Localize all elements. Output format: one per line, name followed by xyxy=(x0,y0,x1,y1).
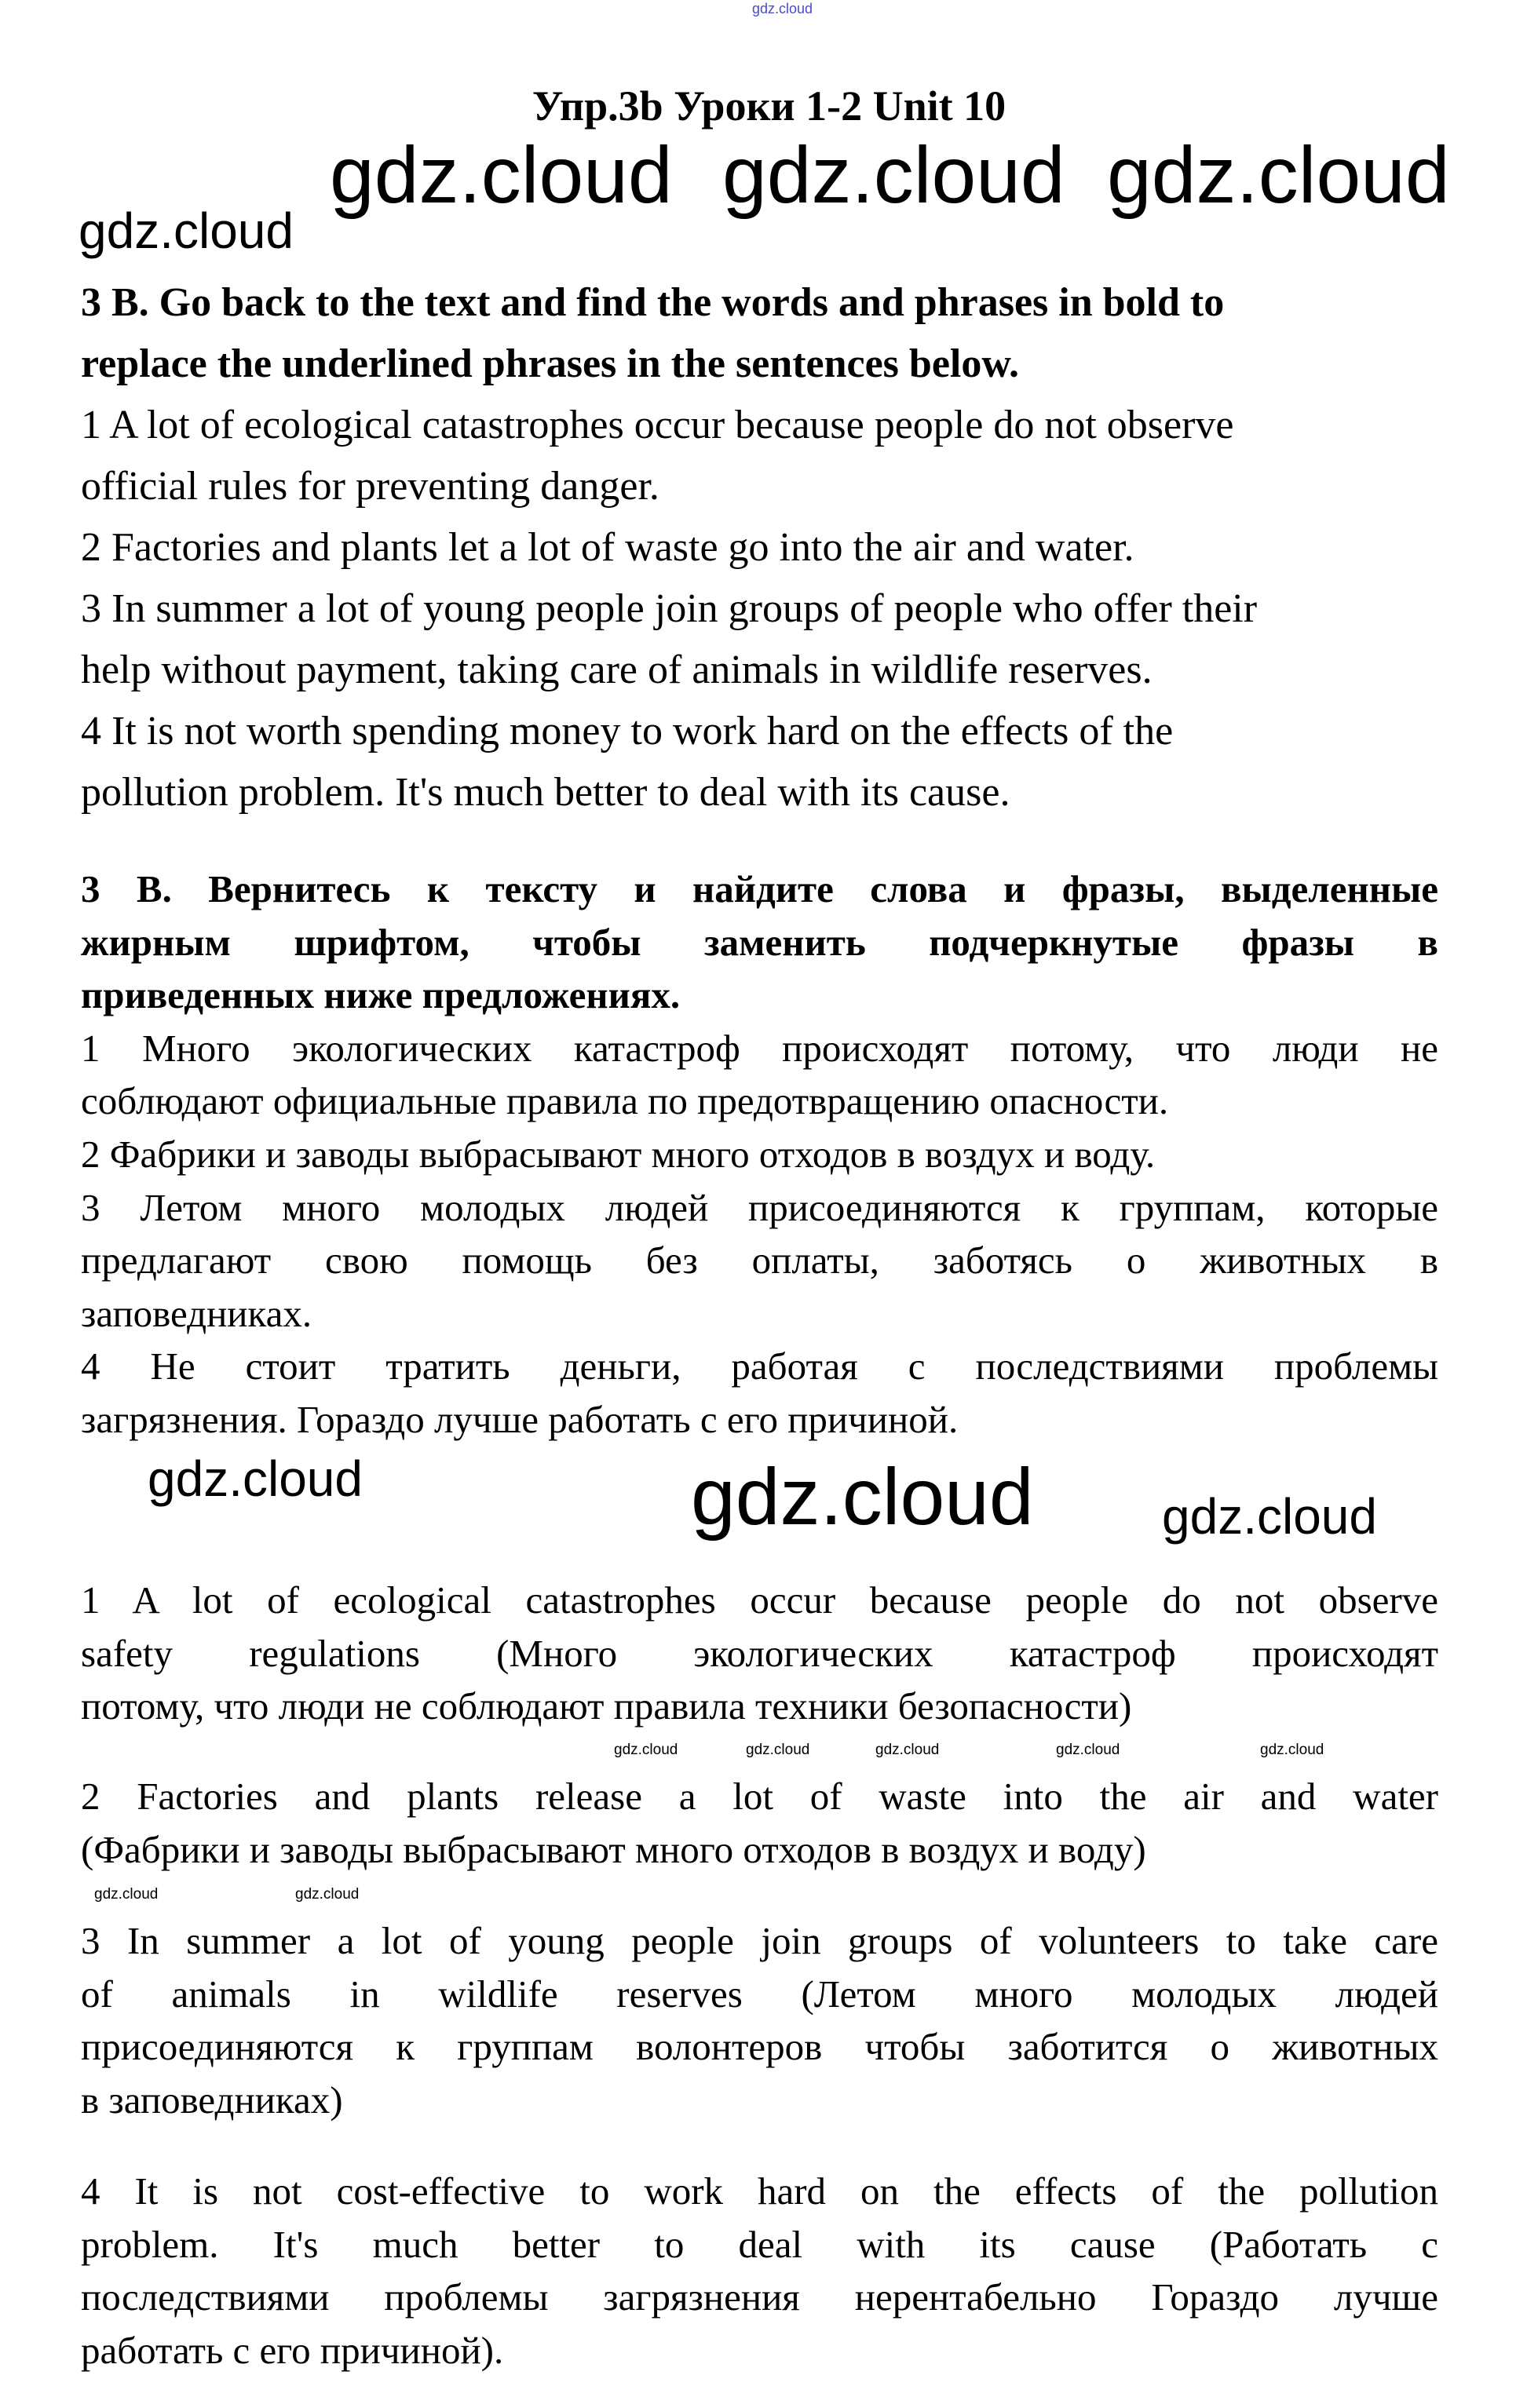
watermark: gdz.cloud xyxy=(1260,1742,1324,1758)
sentence-line: предлагают свою помощь без оплаты, заботясь о животных в xyxy=(81,1239,1438,1282)
answer-line: problem. It's much better to deal with its cause (Работать с xyxy=(81,2222,1438,2266)
watermark-top[interactable]: gdz.cloud xyxy=(752,1,813,16)
answer-line: потому, что люди не соблюдают правила техники безопасности) xyxy=(81,1684,1132,1728)
task-heading-line: 3 B. Вернитесь к тексту и найдите слова и фразы, выделенные xyxy=(81,867,1438,910)
sentence-line: 3 In summer a lot of young people join groups of people who offer their xyxy=(81,586,1258,631)
answer-4 xyxy=(81,2165,1438,2377)
sentence-line: 2 Factories and plants let a lot of waste go into the air and water. xyxy=(81,525,1134,570)
task-english xyxy=(81,272,1438,823)
answer-line: работать с его причиной). xyxy=(81,2328,504,2372)
watermark: gdz.cloud xyxy=(94,1886,159,1903)
sentence-line: 4 It is not worth spending money to work hard on the effects of the xyxy=(81,709,1174,753)
answer-line: 1 A lot of ecological catastrophes occur because people do not observe xyxy=(81,1578,1438,1622)
page-title: Упр.3b Уроки 1-2 Unit 10 xyxy=(532,82,1006,130)
answer-line: 4 It is not cost-effective to work hard on the effects of the pollution xyxy=(81,2169,1438,2213)
task-heading-line: replace the underlined phrases in the sentences below. xyxy=(81,341,1020,386)
sentence-line: 4 Не стоит тратить деньги, работая с последствиями проблемы xyxy=(81,1344,1438,1388)
sentence-line: pollution problem. It's much better to deal with its cause. xyxy=(81,770,1010,815)
watermark: gdz.cloud xyxy=(614,1742,678,1758)
watermark: gdz.cloud xyxy=(148,1450,363,1507)
answer-line: of animals in wildlife reserves (Летом много молодых людей xyxy=(81,1972,1438,2016)
answer-line: последствиями проблемы загрязнения нерентабельно Гораздо лучше xyxy=(81,2275,1438,2319)
watermark: gdz.cloud xyxy=(1056,1742,1120,1758)
answer-1 xyxy=(81,1574,1438,1733)
watermark: gdz.cloud xyxy=(1107,130,1450,220)
sentence-line: 2 Фабрики и заводы выбрасывают много отходов в воздух и воду. xyxy=(81,1132,1156,1176)
sentence-line: 3 Летом много молодых людей присоединяются к группам, которые xyxy=(81,1185,1438,1229)
sentence-line: 1 Много экологических катастроф происходят потому, что люди не xyxy=(81,1026,1438,1070)
sentence-line: заповедниках. xyxy=(81,1291,312,1335)
answer-line: 2 Factories and plants release a lot of waste into the air and water xyxy=(81,1775,1438,1818)
watermark: gdz.cloud xyxy=(1162,1488,1377,1545)
sentence-line: загрязнения. Гораздо лучше работать с его причиной. xyxy=(81,1397,959,1441)
task-russian xyxy=(81,863,1438,1447)
watermark: gdz.cloud xyxy=(79,202,294,259)
answer-2 xyxy=(81,1770,1438,1876)
sentence-line: 1 A lot of ecological catastrophes occur because people do not observe xyxy=(81,403,1234,447)
watermark: gdz.cloud xyxy=(330,130,673,220)
watermark: gdz.cloud xyxy=(691,1452,1034,1541)
watermark: gdz.cloud xyxy=(295,1886,360,1903)
answer-line: в заповедниках) xyxy=(81,2078,343,2122)
task-heading-line: жирным шрифтом, чтобы заменить подчеркнутые фразы в xyxy=(81,920,1438,964)
sentence-line: соблюдают официальные правила по предотвращению опасности. xyxy=(81,1079,1169,1123)
task-heading-line: 3 B. Go back to the text and find the words and phrases in bold to xyxy=(81,280,1225,325)
answer-3 xyxy=(81,1914,1438,2126)
sentence-line: official rules for preventing danger. xyxy=(81,464,659,509)
watermark: gdz.cloud xyxy=(875,1742,940,1758)
sentence-line: help without payment, taking care of animals in wildlife reserves. xyxy=(81,648,1153,692)
watermark: gdz.cloud xyxy=(746,1742,810,1758)
answer-line: safety regulations (Много экологических катастроф происходят xyxy=(81,1631,1438,1675)
task-heading-line: приведенных ниже предложениях. xyxy=(81,973,681,1017)
answer-line: (Фабрики и заводы выбрасывают много отходов в воздух и воду) xyxy=(81,1827,1146,1871)
watermark: gdz.cloud xyxy=(722,130,1065,220)
answer-line: 3 In summer a lot of young people join groups of volunteers to take care xyxy=(81,1919,1438,1962)
answer-line: присоединяются к группам волонтеров чтобы заботится о животных xyxy=(81,2025,1438,2069)
